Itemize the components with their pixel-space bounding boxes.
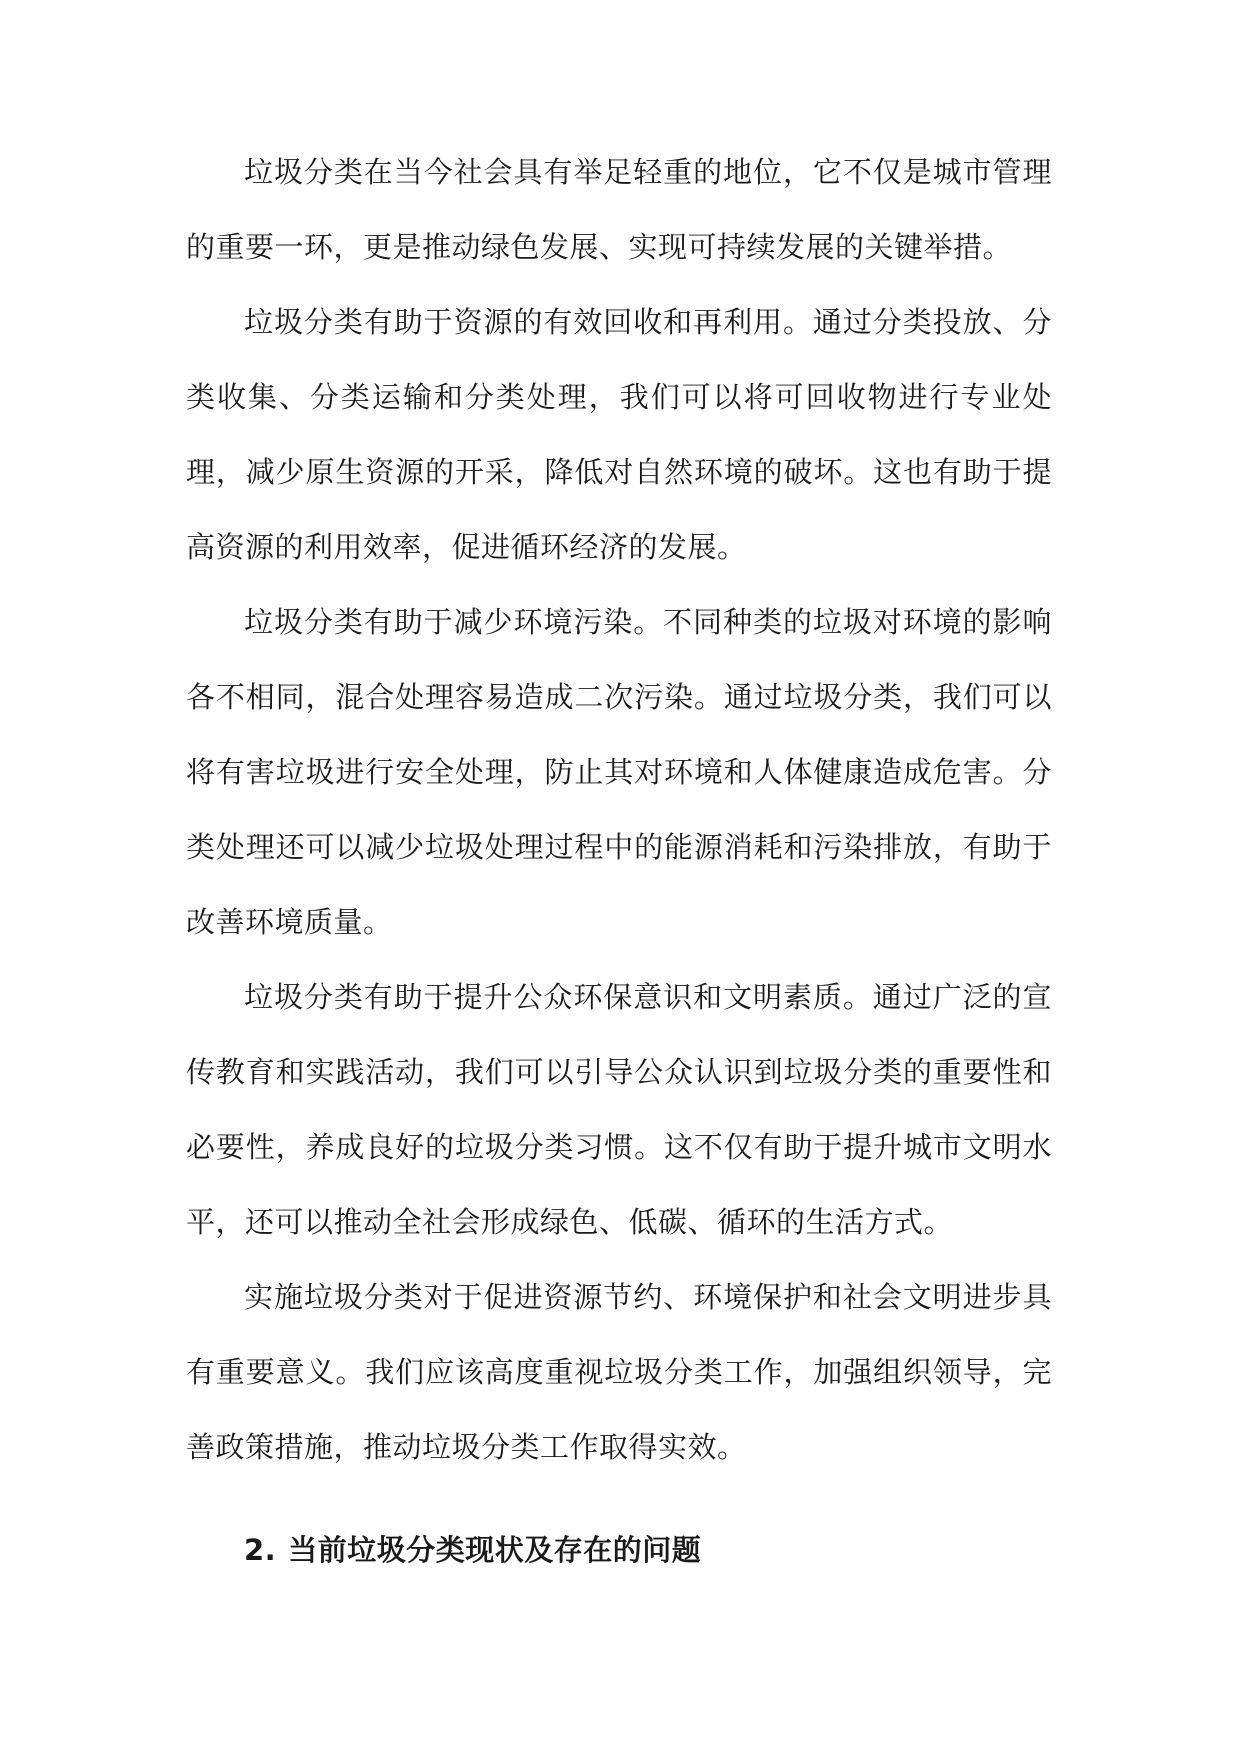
paragraph-4: 垃圾分类有助于提升公众环保意识和文明素质。通过广泛的宣传教育和实践活动，我们可以引导公众认识到垃圾分类的重要性和必要性，养成良好的垃圾分类习惯。这不仅有助于提升城市文明水平，还可以推动全社会形成绿色、低碳、循环的生活方式。 [186,980,1052,1239]
paragraph-3: 垃圾分类有助于减少环境污染。不同种类的垃圾对环境的影响各不相同，混合处理容易造成二次污染。通过垃圾分类，我们可以将有害垃圾进行安全处理，防止其对环境和人体健康造成危害。分类处理还可以减少垃圾处理过程中的能源消耗和污染排放，有助于改善环境质量。 [186,605,1052,939]
section-number: 2. [244,1533,277,1567]
section-heading [186,1513,1052,1588]
paragraph-1: 垃圾分类在当今社会具有举足轻重的地位，它不仅是城市管理的重要一环，更是推动绿色发展、实现可持续发展的关键举措。 [186,155,1052,264]
paragraph-5: 实施垃圾分类对于促进资源节约、环境保护和社会文明进步具有重要意义。我们应该高度重视垃圾分类工作，加强组织领导，完善政策措施，推动垃圾分类工作取得实效。 [186,1280,1052,1464]
section-title: 当前垃圾分类现状及存在的问题 [288,1533,702,1567]
paragraph-2: 垃圾分类有助于资源的有效回收和再利用。通过分类投放、分类收集、分类运输和分类处理，我们可以将可回收物进行专业处理，减少原生资源的开采，降低对自然环境的破坏。这也有助于提高资源的利用效率，促进循环经济的发展。 [186,305,1052,564]
document-body [186,135,1052,1588]
